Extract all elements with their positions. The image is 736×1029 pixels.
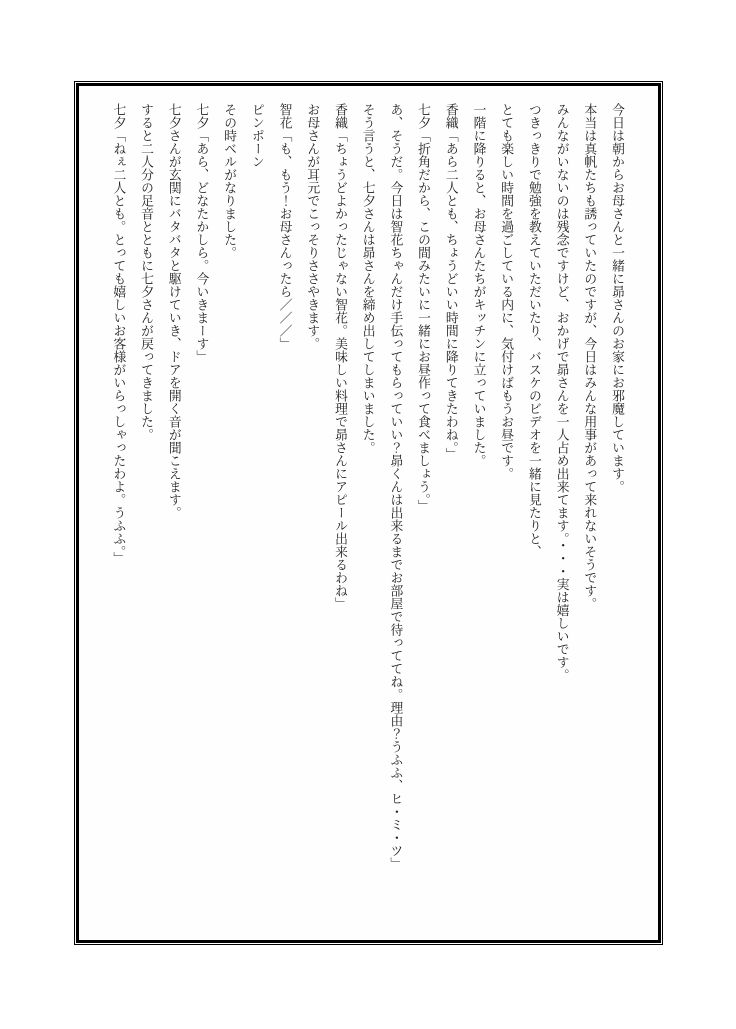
paragraph-18: すると二人分の足音とともに七夕さんが戻ってきました。 xyxy=(139,103,155,441)
paragraph-03: みんながいないのは残念ですけど、おかげで昴さんを一人占め出来てます。・・・実は嬉しいです。 xyxy=(554,103,570,682)
vertical-text-area xyxy=(93,103,631,918)
paragraph-14: ピンポーン xyxy=(249,103,265,168)
paragraph-10: そう言うと、七夕さんは昴さんを締め出してしまいました。 xyxy=(360,103,376,454)
paragraph-01: 今日は朝からお母さんと一緒に昴さんのお家にお邪魔しています。 xyxy=(610,103,625,493)
paragraph-06: 一階に降りると、お母さんたちがキッチンに立っていました。 xyxy=(471,103,487,467)
paragraph-19: 七夕「ねぇ二人とも。とっても嬉しいお客様がいらっしゃったわよ。うふふ。」 xyxy=(111,103,127,565)
page-frame xyxy=(76,83,661,943)
paragraph-12: お母さんが耳元でこっそりささやきます。 xyxy=(305,103,321,350)
paragraph-02: 本当は真帆たちも誘っていたのですが、今日はみんな用事があって来れないそうです。 xyxy=(582,103,598,610)
paragraph-07: 香織「あら二人とも、ちょうどいい時間に降りてきたわね。」 xyxy=(443,103,459,461)
paragraph-16: 七夕「あら、どなたかしら。今いきまーす」 xyxy=(194,103,210,363)
paragraph-05: とても楽しい時間を過ごしている内に、気付けばもうお昼です。 xyxy=(499,103,515,480)
paragraph-15: その時ベルがなりました。 xyxy=(222,103,238,259)
paragraph-11: 香織「ちょうどよかったじゃない智花。美味しい料理で昴さんにアピール出来るわね」 xyxy=(332,103,348,610)
paragraph-08: 七夕「折角だから、この間みたいに一緒にお昼作って食べましょう。」 xyxy=(416,103,432,513)
paragraph-17: 七夕さんが玄関にバタバタと駆けていき、ドアを開く音が聞こえます。 xyxy=(166,103,182,519)
paragraph-04: つきっきりで勉強を教えていただいたり、バスケのビデオを一緒に見たりと、 xyxy=(526,103,542,558)
paragraph-13: 智花「も、もう！お母さんったら／／／」 xyxy=(277,103,293,350)
paragraph-09: あ、そうだ。今日は智花ちゃんだけ手伝ってもらっていい？昴くんは出来るまでお部屋で待っててね。理由？うふふ、ヒ・ミ・ツ」 xyxy=(388,103,404,870)
